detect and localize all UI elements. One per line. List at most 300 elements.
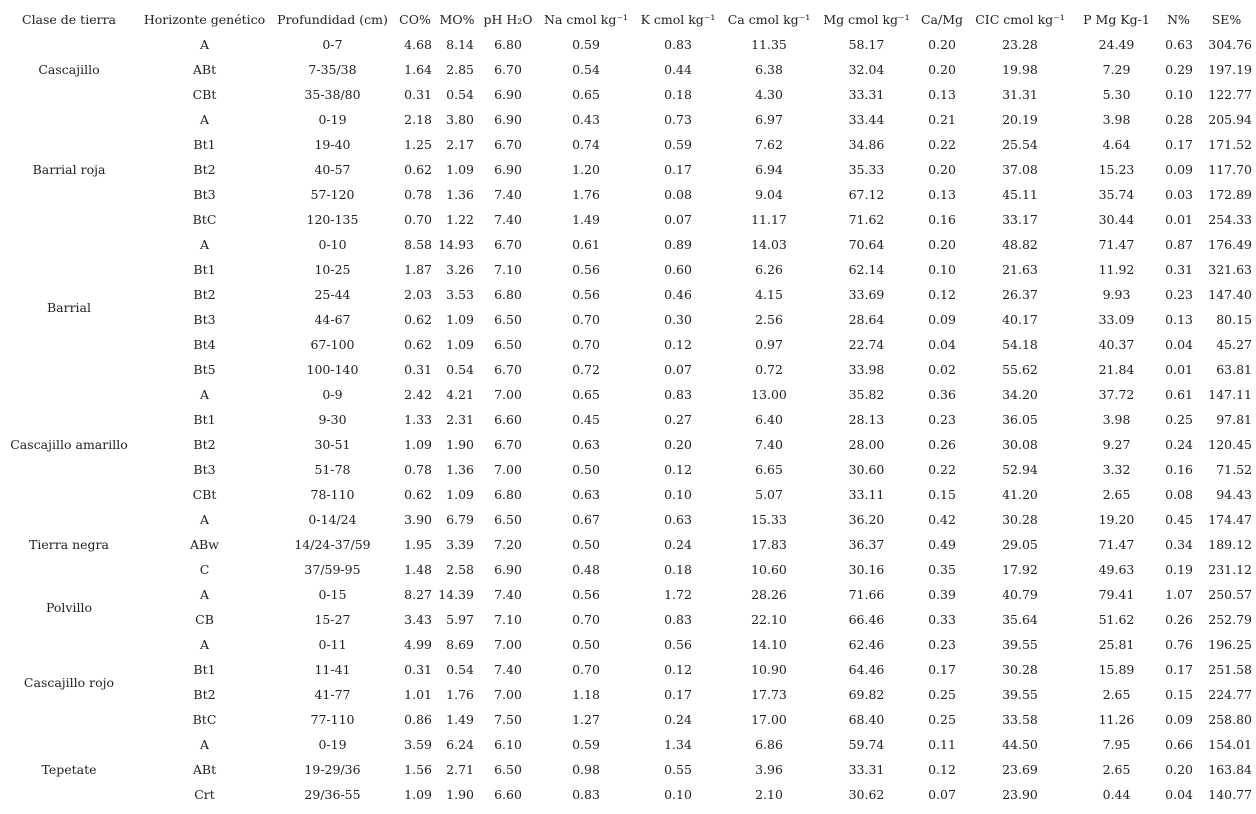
clase-de-tierra-cell: Cascajillo amarillo: [10, 437, 128, 452]
table-cell: 0.23: [928, 412, 956, 427]
table-cell: 29/36-55: [304, 787, 361, 802]
table-cell: 0-14/24: [308, 512, 357, 527]
table-cell: 59.74: [848, 737, 885, 752]
table-cell: Bt2: [193, 162, 216, 177]
table-cell: 147.40: [1208, 287, 1252, 302]
table-cell: 68.40: [848, 712, 885, 727]
table-cell: 69.82: [848, 687, 885, 702]
table-cell: 0.66: [1165, 737, 1193, 752]
table-cell: 21.84: [1098, 362, 1135, 377]
table-cell: 7.40: [494, 212, 522, 227]
table-cell: A: [199, 637, 210, 652]
table-cell: 33.31: [848, 762, 885, 777]
table-cell: 30.08: [1002, 437, 1038, 452]
table-cell: 40.17: [1002, 312, 1038, 327]
table-cell: 0.20: [928, 62, 956, 77]
table-cell: 0.63: [572, 487, 600, 502]
table-cell: ABw: [190, 537, 219, 552]
table-cell: 30.62: [848, 787, 885, 802]
table-row: [0, 207, 1256, 232]
table-cell: 4.68: [404, 37, 432, 52]
table-cell: A: [199, 512, 210, 527]
table-cell: 1.18: [572, 687, 600, 702]
table-cell: 0.02: [928, 362, 956, 377]
table-cell: 11.17: [751, 212, 787, 227]
table-cell: Bt3: [193, 312, 216, 327]
table-cell: 0.43: [572, 112, 600, 127]
table-cell: 6.65: [755, 462, 783, 477]
table-cell: 0.50: [572, 462, 600, 477]
table-cell: 154.01: [1208, 737, 1252, 752]
table-cell: 0.62: [404, 312, 432, 327]
table-cell: Bt5: [193, 362, 216, 377]
table-cell: 1.01: [404, 687, 432, 702]
table-cell: 0.10: [664, 487, 692, 502]
soil-properties-table: [0, 6, 1256, 807]
table-cell: 7.40: [755, 437, 783, 452]
table-cell: 0.54: [572, 62, 600, 77]
table-cell: BtC: [192, 212, 217, 227]
table-cell: 0.54: [446, 662, 474, 677]
table-cell: 0.12: [664, 337, 692, 352]
table-cell: 0.62: [404, 162, 432, 177]
table-cell: A: [199, 737, 210, 752]
table-cell: 6.38: [755, 62, 783, 77]
table-cell: 17.92: [1002, 562, 1038, 577]
table-cell: 7.62: [755, 137, 783, 152]
table-cell: 7.20: [494, 537, 522, 552]
table-cell: 0.83: [664, 612, 692, 627]
table-cell: 6.60: [494, 787, 522, 802]
table-cell: 37.72: [1098, 387, 1135, 402]
table-cell: 0.20: [664, 437, 692, 452]
table-row: [0, 532, 1256, 557]
table-cell: 1.09: [446, 487, 474, 502]
table-cell: 6.80: [494, 287, 522, 302]
table-cell: 19-29/36: [304, 762, 361, 777]
table-cell: 14.03: [751, 237, 787, 252]
table-cell: 0.44: [664, 62, 692, 77]
table-cell: CB: [195, 612, 214, 627]
table-cell: 250.57: [1208, 587, 1252, 602]
table-cell: 0.22: [928, 462, 956, 477]
table-cell: 62.46: [848, 637, 885, 652]
table-cell: 35.82: [848, 387, 885, 402]
table-cell: 1.36: [446, 187, 474, 202]
table-cell: 3.98: [1102, 112, 1131, 127]
table-cell: 258.80: [1208, 712, 1252, 727]
table-cell: Bt2: [193, 287, 216, 302]
table-cell: 0.04: [1165, 787, 1193, 802]
table-cell: 0.72: [755, 362, 783, 377]
table-cell: 0.16: [928, 212, 956, 227]
table-cell: 25-44: [314, 287, 351, 302]
table-cell: 0.36: [928, 387, 956, 402]
table-cell: 0.70: [572, 662, 600, 677]
table-row: [0, 732, 1256, 757]
table-cell: 0.50: [572, 637, 600, 652]
table-cell: 30.28: [1002, 512, 1038, 527]
table-cell: 2.65: [1102, 487, 1131, 502]
table-cell: 24.49: [1098, 37, 1135, 52]
table-cell: 10.90: [751, 662, 787, 677]
table-cell: A: [199, 37, 210, 52]
table-cell: 9-30: [318, 412, 347, 427]
table-cell: 2.71: [446, 762, 474, 777]
table-cell: 0.74: [572, 137, 600, 152]
table-cell: 45.11: [1002, 187, 1038, 202]
table-cell: 9.93: [1102, 287, 1131, 302]
table-cell: 0.62: [404, 337, 432, 352]
table-cell: 0.03: [1165, 187, 1193, 202]
table-cell: 0.46: [664, 287, 692, 302]
table-cell: 37/59-95: [304, 562, 361, 577]
table-cell: 80.15: [1216, 312, 1252, 327]
table-cell: CBt: [192, 87, 217, 102]
table-cell: 6.70: [494, 362, 522, 377]
clase-de-tierra-cell: Tierra negra: [29, 537, 109, 552]
table-row: [0, 182, 1256, 207]
table-row: [0, 482, 1256, 507]
table-cell: ABt: [192, 762, 217, 777]
table-cell: 0.78: [404, 462, 432, 477]
table-cell: 0.27: [664, 412, 692, 427]
table-cell: 77-110: [310, 712, 355, 727]
col-header-clase: Clase de tierra: [22, 11, 116, 27]
table-cell: 63.81: [1216, 362, 1252, 377]
col-header-ca-mg: Ca/Mg: [920, 11, 964, 27]
table-cell: 2.10: [755, 787, 783, 802]
table-cell: 3.43: [404, 612, 432, 627]
clase-de-tierra-cell: Cascajillo rojo: [23, 674, 115, 690]
table-cell: 8.14: [446, 37, 474, 52]
table-cell: 0.29: [1165, 62, 1193, 77]
table-cell: 33.17: [1002, 212, 1038, 227]
table-cell: 0.15: [1165, 687, 1193, 702]
table-cell: 171.52: [1208, 137, 1252, 152]
table-cell: 14.10: [751, 637, 787, 652]
col-header-ph: pH H₂O: [483, 11, 533, 27]
table-cell: 0.39: [928, 587, 956, 602]
table-cell: 33.11: [848, 487, 885, 502]
table-cell: 25.81: [1098, 637, 1135, 652]
table-cell: 67.12: [848, 187, 885, 202]
table-cell: 6.94: [755, 162, 783, 177]
table-cell: 174.47: [1208, 512, 1252, 527]
table-cell: 36.37: [848, 537, 885, 552]
table-cell: 0.31: [1165, 262, 1193, 277]
table-cell: 0.25: [928, 712, 956, 727]
table-cell: 0.63: [1165, 37, 1193, 52]
table-cell: 163.84: [1208, 762, 1252, 777]
table-cell: 189.12: [1208, 537, 1252, 552]
table-cell: Crt: [194, 787, 215, 802]
table-cell: 6.90: [494, 112, 522, 127]
table-cell: 0.59: [572, 737, 600, 752]
table-cell: 11.92: [1098, 262, 1135, 277]
table-cell: 251.58: [1208, 662, 1252, 677]
table-cell: 321.63: [1208, 262, 1252, 277]
table-cell: 94.43: [1216, 487, 1252, 502]
table-row: [0, 432, 1256, 457]
table-cell: 7.95: [1102, 737, 1131, 752]
table-cell: 0.49: [928, 537, 956, 552]
table-cell: 1.56: [404, 762, 432, 777]
table-cell: 0.12: [928, 762, 956, 777]
table-cell: 67-100: [310, 337, 355, 352]
table-cell: 6.70: [494, 237, 522, 252]
table-cell: 0.21: [928, 112, 956, 127]
table-cell: 0.13: [928, 187, 956, 202]
table-cell: Bt2: [193, 437, 216, 452]
table-cell: 0.10: [664, 787, 692, 802]
table-cell: 0.42: [928, 512, 956, 527]
table-cell: 9.27: [1102, 437, 1131, 452]
table-cell: 0.17: [1165, 662, 1193, 677]
table-cell: 1.64: [404, 62, 432, 77]
table-cell: 6.26: [755, 262, 783, 277]
table-cell: 11.35: [751, 37, 787, 52]
table-cell: 3.80: [446, 112, 474, 127]
table-cell: 14.93: [438, 237, 474, 252]
table-cell: 3.39: [446, 537, 474, 552]
table-cell: 71.62: [848, 212, 885, 227]
table-cell: 1.36: [446, 462, 474, 477]
table-cell: 36.20: [848, 512, 885, 527]
col-header-profundidad: Profundidad (cm): [277, 11, 388, 27]
table-cell: 252.79: [1208, 612, 1252, 627]
table-cell: C: [199, 562, 210, 577]
table-cell: 1.48: [404, 562, 432, 577]
table-cell: 0.62: [404, 487, 432, 502]
table-row: [0, 682, 1256, 707]
table-cell: 21.63: [1002, 262, 1038, 277]
table-cell: 0.12: [664, 462, 692, 477]
table-cell: 25.54: [1002, 137, 1038, 152]
table-cell: 7.29: [1102, 62, 1131, 77]
table-cell: 3.98: [1102, 412, 1131, 427]
table-cell: 30.28: [1002, 662, 1038, 677]
table-cell: 0.70: [404, 212, 432, 227]
table-row: [0, 332, 1256, 357]
table-cell: 11.26: [1098, 712, 1135, 727]
table-cell: 71.47: [1098, 537, 1135, 552]
table-cell: 1.25: [404, 137, 432, 152]
table-cell: 0.18: [664, 87, 692, 102]
table-cell: 1.34: [664, 737, 692, 752]
table-cell: 0.18: [664, 562, 692, 577]
table-cell: 6.86: [755, 737, 783, 752]
table-cell: 0.65: [572, 387, 600, 402]
table-cell: CBt: [192, 487, 217, 502]
table-cell: 48.82: [1002, 237, 1038, 252]
table-cell: 26.37: [1002, 287, 1038, 302]
table-cell: 9.04: [755, 187, 783, 202]
col-header-mo: MO%: [439, 11, 475, 27]
table-row: [0, 657, 1256, 682]
table-cell: 0.10: [928, 262, 956, 277]
table-cell: 23.28: [1002, 37, 1038, 52]
table-row: [0, 382, 1256, 407]
table-cell: 1.27: [572, 712, 600, 727]
table-cell: 0.65: [572, 87, 600, 102]
table-cell: Bt1: [193, 137, 216, 152]
table-cell: 0.67: [572, 512, 600, 527]
table-cell: 117.70: [1208, 162, 1252, 177]
table-cell: 122.77: [1208, 87, 1252, 102]
table-cell: 7.40: [494, 662, 522, 677]
table-cell: 0.24: [664, 712, 692, 727]
table-cell: 32.04: [848, 62, 885, 77]
table-row: [0, 232, 1256, 257]
table-cell: 6.97: [755, 112, 783, 127]
table-cell: 0.33: [928, 612, 956, 627]
table-cell: 7.00: [494, 387, 522, 402]
table-cell: 0.63: [664, 512, 692, 527]
table-cell: 78-110: [310, 487, 355, 502]
table-cell: 0.34: [1165, 537, 1193, 552]
table-cell: 0.17: [664, 687, 692, 702]
table-cell: 20.19: [1002, 112, 1038, 127]
table-cell: 22.10: [751, 612, 787, 627]
table-cell: 2.65: [1102, 687, 1131, 702]
table-cell: 0.83: [572, 787, 600, 802]
table-cell: 19-40: [314, 137, 351, 152]
table-cell: 15-27: [314, 612, 351, 627]
table-cell: 0-9: [322, 387, 343, 402]
table-cell: 0.22: [928, 137, 956, 152]
table-cell: 44.50: [1002, 737, 1038, 752]
table-cell: 33.44: [848, 112, 885, 127]
table-row: [0, 457, 1256, 482]
clase-de-tierra-cell: Tepetate: [41, 762, 97, 777]
table-cell: 79.41: [1098, 587, 1135, 602]
table-cell: ABt: [192, 62, 217, 77]
table-cell: 51-78: [314, 462, 351, 477]
table-cell: 254.33: [1208, 212, 1252, 227]
table-cell: 7.10: [494, 262, 522, 277]
table-cell: 17.83: [751, 537, 787, 552]
table-cell: 1.72: [664, 587, 692, 602]
table-cell: 1.22: [446, 212, 474, 227]
table-row: [0, 132, 1256, 157]
table-cell: Bt1: [193, 662, 216, 677]
table-cell: 100-140: [306, 362, 359, 377]
col-header-ca: Ca cmol kg⁻¹: [727, 11, 811, 27]
table-cell: 7.00: [494, 687, 522, 702]
table-cell: 0.07: [664, 212, 692, 227]
table-cell: 58.17: [848, 37, 885, 52]
table-row: [0, 157, 1256, 182]
table-cell: 6.90: [494, 562, 522, 577]
clase-de-tierra-cell: Barrial roja: [32, 162, 106, 177]
table-cell: 0.56: [572, 587, 600, 602]
table-cell: 1.90: [446, 787, 474, 802]
table-cell: 120-135: [306, 212, 359, 227]
table-cell: 7.40: [494, 187, 522, 202]
table-cell: 0-11: [318, 637, 347, 652]
table-cell: 0.61: [572, 237, 600, 252]
table-cell: 1.49: [446, 712, 474, 727]
table-cell: 41-77: [314, 687, 351, 702]
table-cell: 17.00: [751, 712, 787, 727]
table-cell: 0.13: [1165, 312, 1193, 327]
table-cell: 6.50: [494, 337, 522, 352]
col-header-n: N%: [1167, 11, 1190, 27]
table-cell: 1.90: [446, 437, 474, 452]
table-row: [0, 282, 1256, 307]
table-cell: 0.09: [1165, 162, 1193, 177]
table-cell: 7-35/38: [308, 62, 357, 77]
table-cell: 33.09: [1098, 312, 1135, 327]
col-header-horizonte: Horizonte genético: [143, 11, 266, 27]
table-cell: 62.14: [848, 262, 885, 277]
table-cell: 0.01: [1165, 362, 1193, 377]
table-cell: 1.09: [404, 437, 432, 452]
table-cell: 45.27: [1216, 337, 1252, 352]
table-cell: 1.49: [572, 212, 600, 227]
table-cell: 57-120: [310, 187, 355, 202]
table-cell: 2.56: [755, 312, 783, 327]
table-cell: 6.70: [494, 137, 522, 152]
table-cell: 35.74: [1098, 187, 1135, 202]
table-cell: 30.44: [1098, 212, 1135, 227]
table-cell: 0.56: [572, 262, 600, 277]
table-cell: 6.50: [494, 512, 522, 527]
table-cell: 6.10: [494, 737, 522, 752]
table-cell: 33.31: [848, 87, 885, 102]
table-cell: BtC: [192, 712, 217, 727]
table-cell: 1.07: [1165, 587, 1193, 602]
col-header-mg: Mg cmol kg⁻¹: [823, 11, 910, 27]
table-cell: 0.70: [572, 337, 600, 352]
table-cell: 304.76: [1208, 37, 1252, 52]
table-cell: 196.25: [1208, 637, 1252, 652]
table-cell: 52.94: [1002, 462, 1038, 477]
table-cell: 7.40: [494, 587, 522, 602]
table-row: [0, 507, 1256, 532]
table-row: [0, 82, 1256, 107]
table-cell: 40.79: [1002, 587, 1038, 602]
table-cell: 0.04: [928, 337, 956, 352]
table-cell: 172.89: [1208, 187, 1252, 202]
table-cell: 7.50: [494, 712, 522, 727]
table-cell: 1.09: [404, 787, 432, 802]
table-cell: A: [199, 587, 210, 602]
table-cell: 1.87: [404, 262, 432, 277]
table-cell: 0.87: [1165, 237, 1193, 252]
table-cell: 35.64: [1002, 612, 1038, 627]
table-body: [0, 32, 1256, 807]
table-row: [0, 107, 1256, 132]
table-row: [0, 707, 1256, 732]
table-cell: 2.03: [404, 287, 432, 302]
table-cell: 4.30: [755, 87, 783, 102]
table-cell: 2.85: [446, 62, 474, 77]
table-cell: 0-15: [318, 587, 347, 602]
table-row: [0, 307, 1256, 332]
table-cell: 0.35: [928, 562, 956, 577]
table-cell: 23.69: [1002, 762, 1038, 777]
table-cell: 0.59: [572, 37, 600, 52]
table-cell: 0.98: [572, 762, 600, 777]
table-cell: 0-10: [318, 237, 347, 252]
table-cell: 0.48: [572, 562, 600, 577]
table-cell: 17.73: [751, 687, 787, 702]
table-cell: 205.94: [1208, 112, 1252, 127]
table-cell: 28.64: [848, 312, 885, 327]
table-cell: 3.96: [755, 762, 783, 777]
